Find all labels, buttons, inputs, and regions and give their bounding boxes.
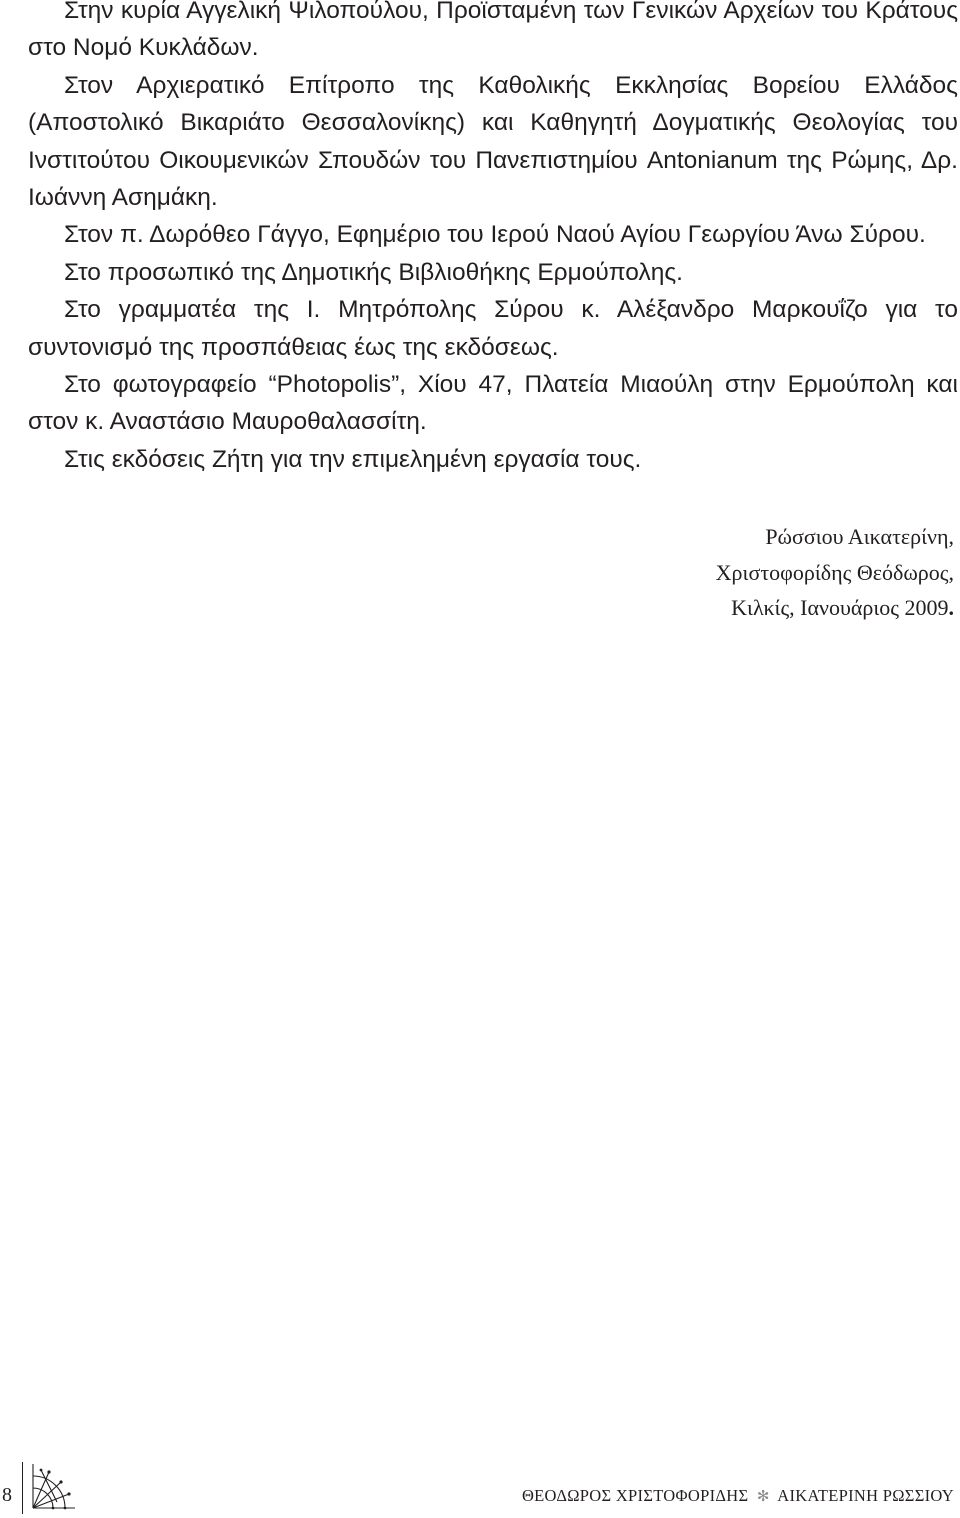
footer-author-left: ΘΕΟΔΩΡΟΣ ΧΡΙΣΤΟΦΟΡΙΔΗΣ	[521, 1486, 749, 1505]
snowflake-star-icon: ✻	[756, 1489, 770, 1505]
page-number: 8	[2, 1484, 12, 1506]
place-date-text: Κιλκίς, Ιανουάριος 2009	[731, 595, 949, 620]
acknowledgement-paragraph: Στο γραμματέα της Ι. Μητρόπολης Σύρου κ. Αλέξανδρο Μαρκουΐζο για το συντονισμό της προσπάθειας έως της εκδόσεως.	[28, 296, 958, 361]
acknowledgements-body	[28, 0, 958, 478]
signature-author-2: Χριστοφορίδης Θεόδωρος,	[715, 559, 954, 585]
geometric-compass-logo-icon	[27, 1462, 77, 1514]
footer-author-right: ΑΙΚΑΤΕΡΙΝΗ ΡΩΣΣΙΟΥ	[777, 1486, 954, 1505]
footer-running-title	[522, 1486, 954, 1506]
signature-author-1: Ρώσσιου Αικατερίνη,	[765, 524, 954, 549]
acknowledgement-paragraph: Στην κυρία Αγγελική Ψιλοπούλου, Προϊσταμένη των Γενικών Αρχείων του Κράτους στο Νομό Κυκλάδων.	[28, 0, 958, 62]
acknowledgement-paragraph: Στον Αρχιερατικό Επίτροπο της Καθολικής Εκκλησίας Βορείου Ελλάδος (Αποστολικό Βικαριάτο Θεσσαλονίκης) και Καθηγητή Δογματικής Θεολογίας του Ινστιτούτου Οικουμενικών Σπουδών του Πανεπιστημίου Antonianum της Ρώμης, Δρ. Ιωάννη Ασημάκη.	[28, 71, 958, 212]
signature-end-mark: .	[948, 595, 954, 620]
acknowledgement-paragraph: Στις εκδόσεις Ζήτη για την επιμελημένη εργασία τους.	[64, 445, 642, 473]
signature-block	[716, 519, 954, 626]
acknowledgement-paragraph: Στο φωτογραφείο “Photopolis”, Χίου 47, Πλατεία Μιαούλη στην Ερμούπολη και στον κ. Αναστάσιο Μαυροθαλασσίτη.	[28, 371, 958, 436]
acknowledgement-paragraph: Στο προσωπικό της Δημοτικής Βιβλιοθήκης Ερμούπολης.	[64, 258, 683, 286]
acknowledgement-paragraph: Στον π. Δωρόθεο Γάγγο, Εφημέριο του Ιερού Ναού Αγίου Γεωργίου Άνω Σύρου.	[64, 221, 926, 249]
signature-place-date	[716, 590, 954, 626]
footer-divider	[22, 1462, 23, 1514]
